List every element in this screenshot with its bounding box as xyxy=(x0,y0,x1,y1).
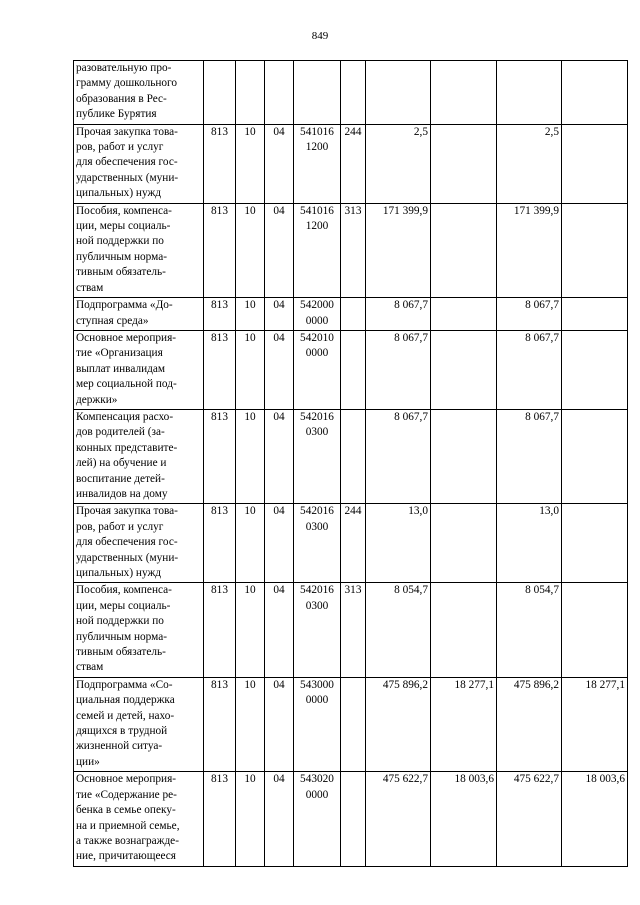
table-row xyxy=(74,583,628,677)
cell-amount-total-2: 8 067,7 xyxy=(497,298,562,331)
cell-expense-type xyxy=(341,298,366,331)
cell-amount-federal-2 xyxy=(562,124,628,203)
table-row xyxy=(74,298,628,331)
cell-section: 10 xyxy=(236,330,265,409)
cell-subsection: 04 xyxy=(265,772,294,866)
cell-amount-federal-1 xyxy=(431,61,497,125)
cell-amount-federal-1: 18 003,6 xyxy=(431,772,497,866)
cell-name: Подпрограмма «До- ступная среда» xyxy=(74,298,204,331)
cell-amount-total-2: 8 067,7 xyxy=(497,330,562,409)
table-row xyxy=(74,61,628,125)
cell-expense-type xyxy=(341,330,366,409)
cell-amount-total-2: 8 067,7 xyxy=(497,409,562,503)
cell-amount-federal-1 xyxy=(431,124,497,203)
cell-subsection xyxy=(265,61,294,125)
cell-section xyxy=(236,61,265,125)
cell-amount-total-2 xyxy=(497,61,562,125)
cell-section: 10 xyxy=(236,409,265,503)
cell-amount-total-2: 475 896,2 xyxy=(497,677,562,771)
cell-admin-code: 813 xyxy=(204,203,236,297)
cell-subsection: 04 xyxy=(265,298,294,331)
cell-amount-federal-1: 18 277,1 xyxy=(431,677,497,771)
cell-amount-federal-1 xyxy=(431,583,497,677)
cell-amount-total-2: 475 622,7 xyxy=(497,772,562,866)
cell-amount-total-1: 2,5 xyxy=(366,124,431,203)
cell-admin-code xyxy=(204,61,236,125)
cell-name: Подпрограмма «Со- циальная поддержка семей и детей, нахо- дящихся в трудной жизненной ситуа- ции» xyxy=(74,677,204,771)
cell-amount-total-1 xyxy=(366,61,431,125)
budget-table xyxy=(73,60,628,867)
cell-section: 10 xyxy=(236,677,265,771)
cell-name: разовательную про- грамму дошкольного образования в Рес- публике Бурятия xyxy=(74,61,204,125)
cell-name: Основное мероприя- тие «Организация выплат инвалидам мер социальной под- держки» xyxy=(74,330,204,409)
cell-name: Основное мероприя- тие «Содержание ре- бенка в семье опеку- на и приемной семье, а также вознагражде- ние, причитающееся xyxy=(74,772,204,866)
cell-amount-federal-2 xyxy=(562,409,628,503)
cell-admin-code: 813 xyxy=(204,583,236,677)
cell-name: Компенсация расхо- дов родителей (за- конных представите- лей) на обучение и воспитание детей- инвалидов на дому xyxy=(74,409,204,503)
cell-expense-type xyxy=(341,772,366,866)
cell-amount-federal-2: 18 277,1 xyxy=(562,677,628,771)
table-row xyxy=(74,409,628,503)
cell-amount-federal-2 xyxy=(562,203,628,297)
cell-section: 10 xyxy=(236,203,265,297)
cell-target-article: 541016 1200 xyxy=(294,124,341,203)
cell-target-article: 542010 0000 xyxy=(294,330,341,409)
cell-target-article xyxy=(294,61,341,125)
cell-admin-code: 813 xyxy=(204,677,236,771)
cell-subsection: 04 xyxy=(265,583,294,677)
cell-amount-federal-1 xyxy=(431,330,497,409)
cell-amount-federal-1 xyxy=(431,203,497,297)
cell-amount-federal-2 xyxy=(562,61,628,125)
cell-subsection: 04 xyxy=(265,330,294,409)
cell-subsection: 04 xyxy=(265,504,294,583)
cell-amount-total-1: 8 067,7 xyxy=(366,330,431,409)
cell-amount-federal-1 xyxy=(431,504,497,583)
cell-section: 10 xyxy=(236,124,265,203)
cell-expense-type xyxy=(341,677,366,771)
cell-target-article: 542016 0300 xyxy=(294,409,341,503)
cell-expense-type xyxy=(341,409,366,503)
table-row xyxy=(74,124,628,203)
cell-amount-total-2: 13,0 xyxy=(497,504,562,583)
cell-expense-type xyxy=(341,61,366,125)
cell-amount-federal-1 xyxy=(431,298,497,331)
cell-target-article: 542016 0300 xyxy=(294,504,341,583)
cell-admin-code: 813 xyxy=(204,772,236,866)
cell-section: 10 xyxy=(236,772,265,866)
cell-name: Прочая закупка това- ров, работ и услуг для обеспечения гос- ударственных (муни- ципальных) нужд xyxy=(74,124,204,203)
cell-expense-type: 244 xyxy=(341,124,366,203)
cell-amount-total-1: 8 067,7 xyxy=(366,298,431,331)
cell-section: 10 xyxy=(236,504,265,583)
cell-amount-total-2: 2,5 xyxy=(497,124,562,203)
table-row xyxy=(74,772,628,866)
table-row xyxy=(74,677,628,771)
page-number: 849 xyxy=(311,30,329,42)
cell-subsection: 04 xyxy=(265,124,294,203)
cell-amount-federal-2 xyxy=(562,298,628,331)
cell-name: Пособия, компенса- ции, меры социаль- ной поддержки по публичным норма- тивным обязатель- ствам xyxy=(74,583,204,677)
cell-amount-total-1: 171 399,9 xyxy=(366,203,431,297)
cell-section: 10 xyxy=(236,298,265,331)
table-row xyxy=(74,203,628,297)
cell-expense-type: 313 xyxy=(341,583,366,677)
cell-amount-federal-2: 18 003,6 xyxy=(562,772,628,866)
table-body xyxy=(74,61,628,867)
cell-target-article: 542016 0300 xyxy=(294,583,341,677)
cell-admin-code: 813 xyxy=(204,409,236,503)
cell-amount-federal-1 xyxy=(431,409,497,503)
cell-expense-type: 244 xyxy=(341,504,366,583)
cell-amount-total-2: 8 054,7 xyxy=(497,583,562,677)
table-row xyxy=(74,504,628,583)
cell-admin-code: 813 xyxy=(204,504,236,583)
cell-subsection: 04 xyxy=(265,203,294,297)
cell-subsection: 04 xyxy=(265,409,294,503)
cell-admin-code: 813 xyxy=(204,124,236,203)
cell-amount-total-2: 171 399,9 xyxy=(497,203,562,297)
cell-subsection: 04 xyxy=(265,677,294,771)
table-row xyxy=(74,330,628,409)
cell-target-article: 542000 0000 xyxy=(294,298,341,331)
cell-amount-federal-2 xyxy=(562,330,628,409)
cell-amount-total-1: 475 622,7 xyxy=(366,772,431,866)
cell-expense-type: 313 xyxy=(341,203,366,297)
cell-target-article: 541016 1200 xyxy=(294,203,341,297)
cell-admin-code: 813 xyxy=(204,330,236,409)
cell-amount-federal-2 xyxy=(562,504,628,583)
cell-section: 10 xyxy=(236,583,265,677)
cell-amount-total-1: 8 054,7 xyxy=(366,583,431,677)
cell-name: Пособия, компенса- ции, меры социаль- ной поддержки по публичным норма- тивным обязатель- ствам xyxy=(74,203,204,297)
cell-target-article: 543020 0000 xyxy=(294,772,341,866)
cell-name: Прочая закупка това- ров, работ и услуг для обеспечения гос- ударственных (муни- ципальных) нужд xyxy=(74,504,204,583)
cell-amount-total-1: 475 896,2 xyxy=(366,677,431,771)
cell-amount-total-1: 13,0 xyxy=(366,504,431,583)
cell-amount-federal-2 xyxy=(562,583,628,677)
cell-amount-total-1: 8 067,7 xyxy=(366,409,431,503)
cell-admin-code: 813 xyxy=(204,298,236,331)
cell-target-article: 543000 0000 xyxy=(294,677,341,771)
